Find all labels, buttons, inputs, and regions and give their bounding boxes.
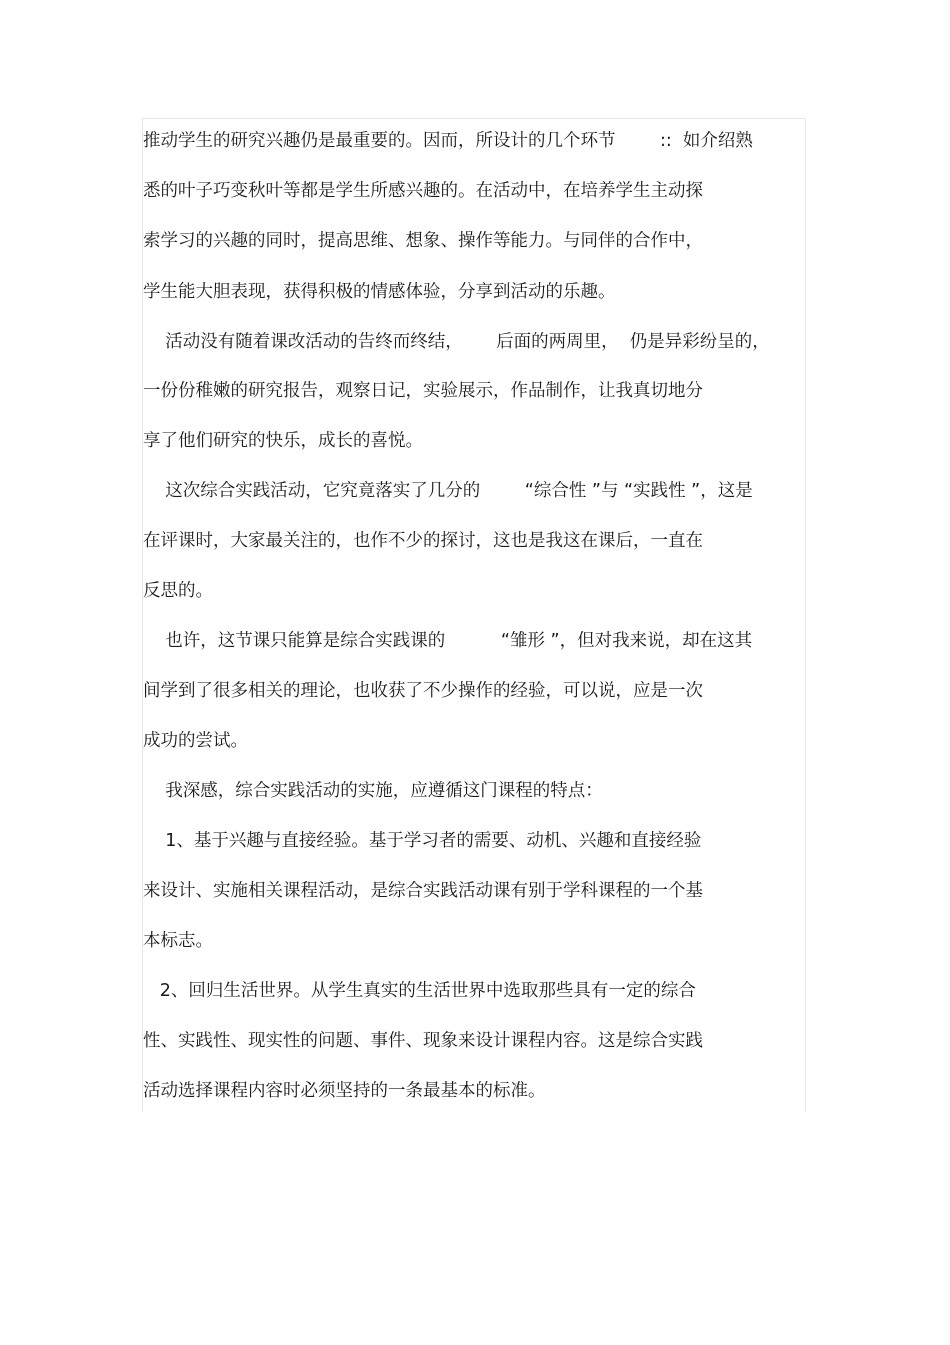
- text-line: 来设计、实施相关课程活动，是综合实践活动课有别于学科课程的一个基: [143, 881, 703, 901]
- text-line: 这次综合实践活动，它究竟落实了几分的 “综合性 ”与 “实践性 ”，这是: [143, 481, 753, 501]
- text-line: 间学到了很多相关的理论，也收获了不少操作的经验，可以说，应是一次: [143, 681, 703, 701]
- page-frame: [142, 118, 806, 1112]
- text-line: 2、回归生活世界。从学生真实的生活世界中选取那些具有一定的综合: [143, 981, 696, 1001]
- text-line: 悉的叶子巧变秋叶等都是学生所感兴趣的。在活动中，在培养学生主动探: [143, 181, 703, 201]
- text-line: 成功的尝试。: [143, 731, 248, 751]
- text-line: 我深感，综合实践活动的实施，应遵循这门课程的特点：: [143, 781, 603, 801]
- text-line: 活动没有随着课改活动的告终而终结， 后面的两周里， 仍是异彩纷呈的，: [143, 332, 770, 352]
- text-line: 也许，这节课只能算是综合实践课的 “雏形 ”，但对我来说，却在这其: [143, 631, 753, 651]
- text-line: 在评课时，大家最关注的，也作不少的探讨，这也是我这在课后，一直在: [143, 531, 703, 551]
- text-line: 学生能大胆表现，获得积极的情感体验，分享到活动的乐趣。: [143, 282, 616, 302]
- text-line: 反思的。: [143, 581, 213, 601]
- text-line: 1、基于兴趣与直接经验。基于学习者的需要、动机、兴趣和直接经验: [143, 831, 702, 851]
- text-line: 推动学生的研究兴趣仍是最重要的。因而，所设计的几个环节 :: 如介绍熟: [143, 131, 753, 151]
- text-line: 本标志。: [143, 931, 213, 951]
- text-line: 索学习的兴趣的同时，提高思维、想象、操作等能力。与同伴的合作中，: [143, 231, 703, 251]
- text-line: 性、实践性、现实性的问题、事件、现象来设计课程内容。这是综合实践: [143, 1031, 703, 1051]
- text-line: 活动选择课程内容时必须坚持的一条最基本的标准。: [143, 1081, 546, 1101]
- text-line: 一份份稚嫩的研究报告，观察日记，实验展示，作品制作，让我真切地分: [143, 381, 703, 401]
- text-line: 享了他们研究的快乐，成长的喜悦。: [143, 431, 423, 451]
